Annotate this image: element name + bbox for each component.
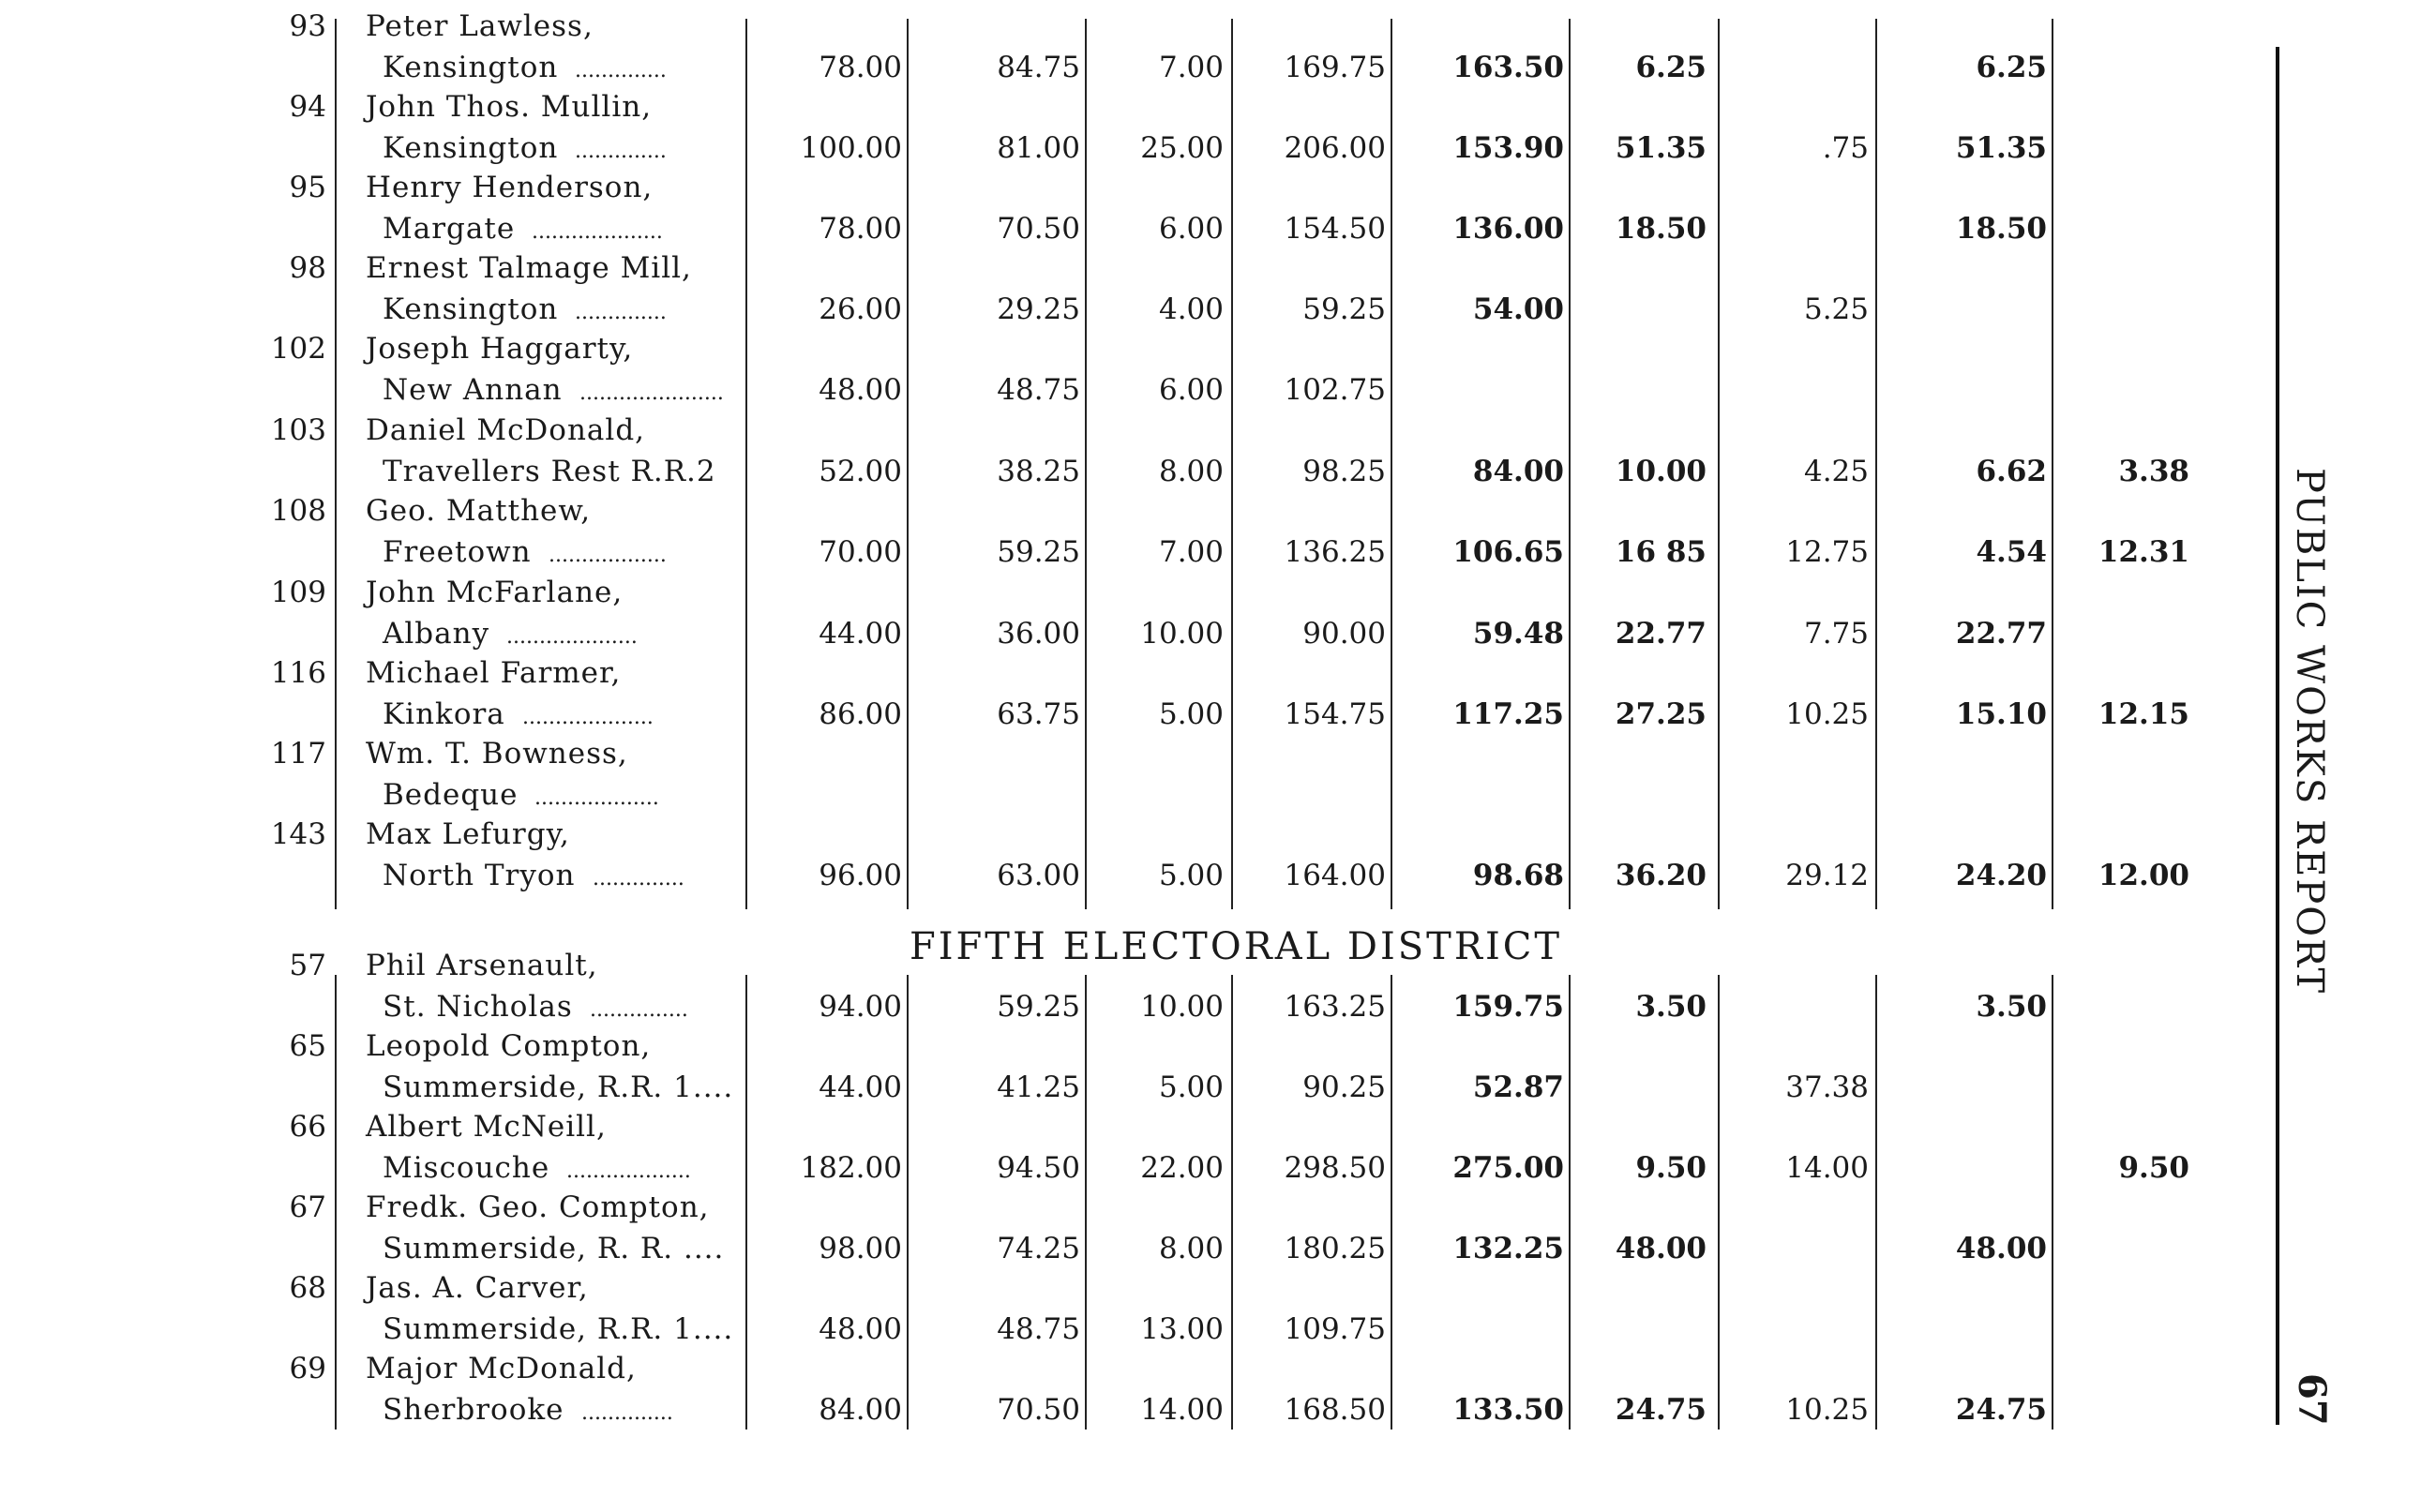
amount-c3: 10.00 bbox=[1140, 617, 1224, 651]
row-number: 68 bbox=[289, 1271, 326, 1305]
amount-c8: 15.10 bbox=[1955, 697, 2047, 731]
payee-name: Ernest Talmage Mill, bbox=[366, 251, 692, 285]
row-number: 69 bbox=[289, 1352, 326, 1385]
row-number: 94 bbox=[289, 90, 326, 124]
amount-c3: 7.00 bbox=[1158, 535, 1224, 569]
leader-dots: ................... bbox=[534, 786, 659, 810]
column-rule bbox=[335, 19, 337, 909]
payee-location: Albany bbox=[383, 617, 490, 651]
column-rule bbox=[1085, 19, 1087, 909]
amount-c7: 29.12 bbox=[1785, 859, 1869, 892]
amount-c3: 6.00 bbox=[1158, 212, 1224, 246]
amount-c2: 70.50 bbox=[997, 212, 1080, 246]
amount-c5: 84.00 bbox=[1472, 455, 1564, 488]
amount-c4: 154.50 bbox=[1284, 212, 1386, 246]
payee-location: Summerside, R.R. 1.... bbox=[383, 1312, 734, 1346]
amount-c3: 7.00 bbox=[1158, 51, 1224, 84]
payee-name: Peter Lawless, bbox=[366, 9, 594, 43]
amount-c6: 9.50 bbox=[1635, 1151, 1707, 1185]
payee-name: Geo. Matthew, bbox=[366, 494, 592, 528]
amount-c9: 3.38 bbox=[2118, 455, 2189, 488]
row-number: 109 bbox=[270, 576, 326, 609]
amount-c4: 206.00 bbox=[1284, 131, 1386, 165]
amount-c7: 10.25 bbox=[1785, 697, 1869, 731]
amount-c6: 6.25 bbox=[1635, 51, 1707, 84]
row-number: 93 bbox=[289, 9, 326, 43]
amount-c1: 44.00 bbox=[819, 1070, 902, 1104]
amount-c8: 6.25 bbox=[1976, 51, 2047, 84]
amount-c6: 10.00 bbox=[1615, 455, 1707, 488]
amount-c4: 102.75 bbox=[1284, 373, 1386, 407]
amount-c4: 109.75 bbox=[1284, 1312, 1386, 1346]
amount-c8: 24.75 bbox=[1955, 1393, 2047, 1427]
amount-c2: 38.25 bbox=[997, 455, 1080, 488]
row-number: 108 bbox=[270, 494, 326, 528]
payee-name: Daniel McDonald, bbox=[366, 413, 646, 447]
amount-c4: 169.75 bbox=[1284, 51, 1386, 84]
side-title: PUBLIC WORKS REPORT bbox=[2288, 467, 2331, 996]
payee-location: St. Nicholas bbox=[383, 990, 573, 1024]
amount-c7: .75 bbox=[1822, 131, 1869, 165]
leader-dots: .................... bbox=[532, 220, 663, 244]
column-rule bbox=[2052, 975, 2053, 1430]
payee-name: Major McDonald, bbox=[366, 1352, 637, 1385]
amount-c3: 5.00 bbox=[1158, 859, 1224, 892]
amount-c7: 37.38 bbox=[1785, 1070, 1869, 1104]
amount-c8: 22.77 bbox=[1955, 617, 2047, 651]
column-rule bbox=[1085, 975, 1087, 1430]
amount-c2: 36.00 bbox=[997, 617, 1080, 651]
leader-dots: .............. bbox=[575, 59, 667, 82]
payee-name: Albert McNeill, bbox=[366, 1110, 607, 1144]
payee-location: Summerside, R. R. .... bbox=[383, 1232, 725, 1265]
row-number: 95 bbox=[289, 171, 326, 204]
leader-dots: .................. bbox=[549, 544, 667, 567]
amount-c5: 52.87 bbox=[1472, 1070, 1564, 1104]
amount-c8: 48.00 bbox=[1955, 1232, 2047, 1265]
row-number: 143 bbox=[270, 817, 326, 851]
column-rule bbox=[1718, 19, 1720, 909]
amount-c3: 25.00 bbox=[1140, 131, 1224, 165]
amount-c3: 22.00 bbox=[1140, 1151, 1224, 1185]
amount-c1: 98.00 bbox=[819, 1232, 902, 1265]
payee-location: Freetown bbox=[383, 535, 532, 569]
amount-c3: 8.00 bbox=[1158, 455, 1224, 488]
payee-name: Wm. T. Bowness, bbox=[366, 737, 628, 771]
amount-c2: 81.00 bbox=[997, 131, 1080, 165]
amount-c2: 74.25 bbox=[997, 1232, 1080, 1265]
row-number: 116 bbox=[270, 656, 326, 690]
amount-c7: 7.75 bbox=[1803, 617, 1869, 651]
payee-name: Henry Henderson, bbox=[366, 171, 654, 204]
amount-c4: 136.25 bbox=[1284, 535, 1386, 569]
amount-c9: 12.15 bbox=[2098, 697, 2189, 731]
row-number: 103 bbox=[270, 413, 326, 447]
column-rule bbox=[907, 19, 909, 909]
amount-c1: 48.00 bbox=[819, 1312, 902, 1346]
amount-c1: 84.00 bbox=[819, 1393, 902, 1427]
amount-c8: 3.50 bbox=[1976, 990, 2047, 1024]
payee-location: Summerside, R.R. 1.... bbox=[383, 1070, 734, 1104]
amount-c4: 98.25 bbox=[1302, 455, 1386, 488]
payee-location: New Annan bbox=[383, 373, 563, 407]
amount-c8: 51.35 bbox=[1955, 131, 2047, 165]
row-number: 65 bbox=[289, 1029, 326, 1063]
column-rule bbox=[2052, 19, 2053, 909]
amount-c3: 4.00 bbox=[1158, 292, 1224, 326]
amount-c6: 18.50 bbox=[1615, 212, 1707, 246]
amount-c4: 163.25 bbox=[1284, 990, 1386, 1024]
amount-c1: 48.00 bbox=[819, 373, 902, 407]
payee-name: Michael Farmer, bbox=[366, 656, 622, 690]
leader-dots: .................... bbox=[506, 625, 638, 649]
amount-c6: 51.35 bbox=[1615, 131, 1707, 165]
amount-c8: 18.50 bbox=[1955, 212, 2047, 246]
amount-c5: 275.00 bbox=[1452, 1151, 1564, 1185]
page-number: 67 bbox=[2290, 1373, 2334, 1426]
leader-dots: ............... bbox=[590, 998, 688, 1022]
payee-location: Kensington bbox=[383, 292, 559, 326]
amount-c5: 132.25 bbox=[1452, 1232, 1564, 1265]
amount-c2: 94.50 bbox=[997, 1151, 1080, 1185]
amount-c4: 164.00 bbox=[1284, 859, 1386, 892]
amount-c1: 94.00 bbox=[819, 990, 902, 1024]
leader-dots: ...................... bbox=[579, 382, 724, 405]
column-rule bbox=[1569, 19, 1571, 909]
row-number: 98 bbox=[289, 251, 326, 285]
amount-c3: 5.00 bbox=[1158, 1070, 1224, 1104]
row-number: 117 bbox=[270, 737, 326, 771]
amount-c6: 24.75 bbox=[1615, 1393, 1707, 1427]
amount-c1: 52.00 bbox=[819, 455, 902, 488]
amount-c1: 70.00 bbox=[819, 535, 902, 569]
row-number: 102 bbox=[270, 332, 326, 366]
amount-c9: 12.31 bbox=[2098, 535, 2189, 569]
payee-location: Margate bbox=[383, 212, 516, 246]
amount-c9: 9.50 bbox=[2118, 1151, 2189, 1185]
leader-dots: .................... bbox=[522, 706, 654, 729]
amount-c2: 29.25 bbox=[997, 292, 1080, 326]
payee-location: Miscouche bbox=[383, 1151, 550, 1185]
amount-c1: 44.00 bbox=[819, 617, 902, 651]
leader-dots: ................... bbox=[566, 1160, 691, 1183]
payee-name: Leopold Compton, bbox=[366, 1029, 652, 1063]
amount-c2: 63.00 bbox=[997, 859, 1080, 892]
amount-c7: 14.00 bbox=[1785, 1151, 1869, 1185]
payee-location: Kensington bbox=[383, 131, 559, 165]
payee-location: Kinkora bbox=[383, 697, 505, 731]
amount-c1: 96.00 bbox=[819, 859, 902, 892]
amount-c1: 78.00 bbox=[819, 212, 902, 246]
leader-dots: .............. bbox=[581, 1401, 673, 1425]
amount-c8: 24.20 bbox=[1955, 859, 2047, 892]
payee-name: Phil Arsenault, bbox=[366, 949, 598, 982]
payee-name: John Thos. Mullin, bbox=[366, 90, 653, 124]
column-rule bbox=[745, 19, 747, 909]
row-number: 66 bbox=[289, 1110, 326, 1144]
amount-c9: 12.00 bbox=[2098, 859, 2189, 892]
payee-location: Sherbrooke bbox=[383, 1393, 564, 1427]
payee-name: Fredk. Geo. Compton, bbox=[366, 1190, 710, 1224]
amount-c4: 180.25 bbox=[1284, 1232, 1386, 1265]
row-number: 57 bbox=[289, 949, 326, 982]
payee-name: Joseph Haggarty, bbox=[366, 332, 634, 366]
amount-c8: 6.62 bbox=[1976, 455, 2047, 488]
amount-c5: 106.65 bbox=[1452, 535, 1564, 569]
amount-c2: 84.75 bbox=[997, 51, 1080, 84]
amount-c5: 163.50 bbox=[1452, 51, 1564, 84]
amount-c3: 14.00 bbox=[1140, 1393, 1224, 1427]
amount-c8: 4.54 bbox=[1976, 535, 2047, 569]
column-rule bbox=[907, 975, 909, 1430]
column-rule bbox=[1231, 975, 1233, 1430]
amount-c5: 59.48 bbox=[1472, 617, 1564, 651]
column-rule bbox=[1718, 975, 1720, 1430]
amount-c7: 12.75 bbox=[1785, 535, 1869, 569]
amount-c5: 159.75 bbox=[1452, 990, 1564, 1024]
amount-c2: 63.75 bbox=[997, 697, 1080, 731]
amount-c1: 86.00 bbox=[819, 697, 902, 731]
section-heading: FIFTH ELECTORAL DISTRICT bbox=[910, 925, 1563, 968]
amount-c4: 90.25 bbox=[1302, 1070, 1386, 1104]
amount-c5: 136.00 bbox=[1452, 212, 1564, 246]
amount-c6: 27.25 bbox=[1615, 697, 1707, 731]
amount-c5: 153.90 bbox=[1452, 131, 1564, 165]
amount-c4: 90.00 bbox=[1302, 617, 1386, 651]
amount-c7: 4.25 bbox=[1803, 455, 1869, 488]
amount-c1: 100.00 bbox=[800, 131, 902, 165]
amount-c1: 182.00 bbox=[800, 1151, 902, 1185]
amount-c2: 48.75 bbox=[997, 1312, 1080, 1346]
amount-c4: 298.50 bbox=[1284, 1151, 1386, 1185]
column-rule bbox=[1391, 19, 1392, 909]
amount-c2: 59.25 bbox=[997, 535, 1080, 569]
column-rule bbox=[1875, 19, 1877, 909]
amount-c6: 3.50 bbox=[1635, 990, 1707, 1024]
amount-c6: 22.77 bbox=[1615, 617, 1707, 651]
column-rule bbox=[1875, 975, 1877, 1430]
payee-name: Max Lefurgy, bbox=[366, 817, 570, 851]
amount-c3: 10.00 bbox=[1140, 990, 1224, 1024]
amount-c6: 16 85 bbox=[1615, 535, 1707, 569]
payee-location: North Tryon bbox=[383, 859, 576, 892]
amount-c3: 8.00 bbox=[1158, 1232, 1224, 1265]
leader-dots: .............. bbox=[593, 867, 684, 891]
amount-c2: 70.50 bbox=[997, 1393, 1080, 1427]
column-rule bbox=[1569, 975, 1571, 1430]
amount-c5: 133.50 bbox=[1452, 1393, 1564, 1427]
amount-c2: 41.25 bbox=[997, 1070, 1080, 1104]
column-rule bbox=[335, 975, 337, 1430]
payee-name: Jas. A. Carver, bbox=[366, 1271, 589, 1305]
column-rule bbox=[1391, 975, 1392, 1430]
amount-c6: 48.00 bbox=[1615, 1232, 1707, 1265]
amount-c1: 26.00 bbox=[819, 292, 902, 326]
column-rule bbox=[1231, 19, 1233, 909]
amount-c4: 154.75 bbox=[1284, 697, 1386, 731]
amount-c7: 5.25 bbox=[1803, 292, 1869, 326]
amount-c3: 13.00 bbox=[1140, 1312, 1224, 1346]
payee-location: Kensington bbox=[383, 51, 559, 84]
amount-c5: 98.68 bbox=[1472, 859, 1564, 892]
amount-c6: 36.20 bbox=[1615, 859, 1707, 892]
amount-c1: 78.00 bbox=[819, 51, 902, 84]
payee-location: Travellers Rest R.R.2 bbox=[383, 455, 716, 488]
amount-c5: 54.00 bbox=[1472, 292, 1564, 326]
amount-c2: 48.75 bbox=[997, 373, 1080, 407]
payee-location: Bedeque bbox=[383, 778, 519, 812]
amount-c3: 6.00 bbox=[1158, 373, 1224, 407]
leader-dots: .............. bbox=[575, 301, 667, 324]
leader-dots: .............. bbox=[575, 140, 667, 163]
amount-c7: 10.25 bbox=[1785, 1393, 1869, 1427]
payee-name: John McFarlane, bbox=[366, 576, 624, 609]
amount-c5: 117.25 bbox=[1452, 697, 1564, 731]
amount-c4: 59.25 bbox=[1302, 292, 1386, 326]
amount-c4: 168.50 bbox=[1284, 1393, 1386, 1427]
column-rule bbox=[745, 975, 747, 1430]
amount-c3: 5.00 bbox=[1158, 697, 1224, 731]
row-number: 67 bbox=[289, 1190, 326, 1224]
amount-c2: 59.25 bbox=[997, 990, 1080, 1024]
